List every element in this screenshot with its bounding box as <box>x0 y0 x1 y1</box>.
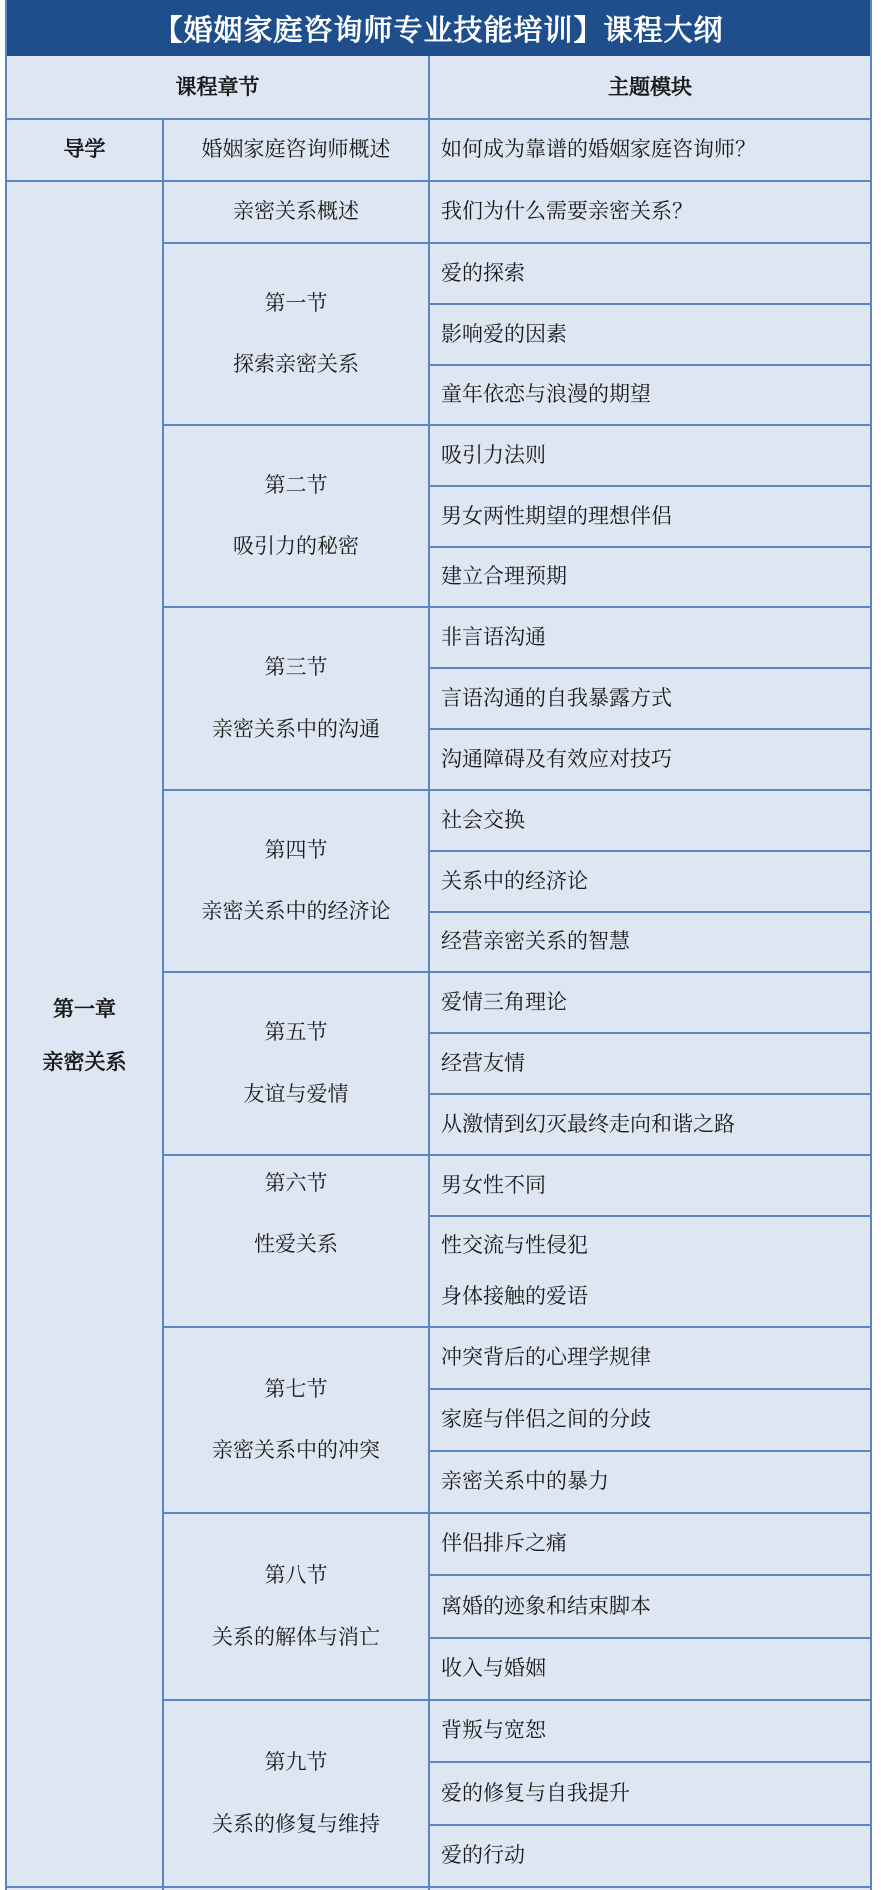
topic-5-2: 经营友情 <box>441 1050 525 1075</box>
section-4-number: 第四节 <box>264 837 328 862</box>
grid-line <box>164 1699 872 1701</box>
section-9-name: 关系的修复与维持 <box>212 1811 380 1836</box>
course-outline-table <box>5 0 872 1890</box>
section-8-name: 关系的解体与消亡 <box>212 1624 380 1649</box>
grid-line <box>164 1326 872 1328</box>
section-3-number: 第三节 <box>264 655 328 680</box>
section-7-number: 第七节 <box>264 1376 328 1401</box>
section-5-name: 友谊与爱情 <box>243 1081 349 1106</box>
topic-7-3: 亲密关系中的暴力 <box>441 1469 609 1494</box>
topic-6-2: 性交流与性侵犯 <box>441 1233 588 1258</box>
section-7 <box>164 1328 428 1512</box>
topic-7-1: 冲突背后的心理学规律 <box>441 1345 651 1370</box>
overview-section <box>164 182 428 242</box>
intro-section-text: 婚姻家庭咨询师概述 <box>201 137 391 162</box>
chapter-number: 第一章 <box>53 996 116 1021</box>
topic-2-2: 男女两性期望的理想伴侣 <box>441 503 672 528</box>
grid-line <box>430 1574 872 1576</box>
topic-2-3: 建立合理预期 <box>441 564 567 589</box>
topic-2-1: 吸引力法则 <box>441 442 546 467</box>
grid-line <box>430 364 872 366</box>
grid-line <box>164 242 872 244</box>
chapter-column-header: 课程章节 <box>175 75 260 100</box>
grid-line <box>430 1215 872 1217</box>
intro-topic-text: 如何成为靠谱的婚姻家庭咨询师？ <box>441 137 756 162</box>
section-5-number: 第五节 <box>264 1020 328 1045</box>
grid-line <box>430 1450 872 1452</box>
section-8-number: 第八节 <box>264 1563 328 1588</box>
topic-7-2: 家庭与伴侣之间的分歧 <box>441 1407 651 1432</box>
section-8 <box>164 1514 428 1699</box>
section-2-name: 吸引力的秘密 <box>233 534 359 558</box>
section-6-name: 性爱关系 <box>254 1232 338 1257</box>
section-9-number: 第九节 <box>264 1750 328 1775</box>
grid-line <box>164 789 872 791</box>
intro-section <box>164 120 428 180</box>
section-1-number: 第一节 <box>264 290 328 315</box>
section-4-name: 亲密关系中的经济论 <box>201 899 391 923</box>
topic-4-2: 关系中的经济论 <box>441 868 588 893</box>
grid-line <box>7 118 870 120</box>
overview-section-text: 亲密关系概述 <box>233 199 359 224</box>
module-column-header: 主题模块 <box>608 75 692 100</box>
grid-line <box>430 303 872 305</box>
grid-line <box>430 546 872 548</box>
grid-line <box>430 911 872 913</box>
section-1-name: 探索亲密关系 <box>233 352 359 376</box>
topic-1-2: 影响爱的因素 <box>441 321 567 346</box>
grid-line <box>164 971 872 973</box>
grid-line <box>428 56 430 1890</box>
chapter-name: 亲密关系 <box>42 1050 127 1074</box>
section-2-number: 第二节 <box>264 472 328 497</box>
grid-line <box>164 1154 872 1156</box>
topic-3-3: 沟通障碍及有效应对技巧 <box>441 746 672 771</box>
section-9 <box>164 1701 428 1886</box>
topic-3-1: 非言语沟通 <box>441 624 546 649</box>
grid-line <box>430 728 872 730</box>
section-2 <box>164 426 428 606</box>
grid-line <box>164 606 872 608</box>
topic-4-1: 社会交换 <box>441 807 525 832</box>
section-6-number: 第六节 <box>264 1171 328 1195</box>
section-3 <box>164 608 428 789</box>
topic-9-3: 爱的行动 <box>441 1843 525 1868</box>
topic-8-2: 离婚的迹象和结束脚本 <box>441 1593 651 1618</box>
intro-topic <box>430 120 870 180</box>
section-6 <box>164 1156 428 1326</box>
section-3-name: 亲密关系中的沟通 <box>212 716 380 741</box>
section-5 <box>164 973 428 1154</box>
grid-line <box>430 1637 872 1639</box>
topic-6-3: 身体接触的爱语 <box>441 1284 588 1309</box>
grid-line <box>164 1512 872 1514</box>
intro-label-text: 导学 <box>63 137 106 162</box>
section-7-name: 亲密关系中的冲突 <box>212 1438 380 1462</box>
topic-1-1: 爱的探索 <box>441 260 525 285</box>
topic-4-3: 经营亲密关系的智慧 <box>441 929 630 954</box>
topic-5-1: 爱情三角理论 <box>441 989 567 1014</box>
grid-line <box>430 1093 872 1095</box>
overview-topic <box>430 182 870 242</box>
overview-topic-text: 我们为什么需要亲密关系？ <box>441 199 693 224</box>
topic-5-3: 从激情到幻灭最终走向和谐之路 <box>441 1111 735 1136</box>
grid-line <box>430 1032 872 1034</box>
topic-9-1: 背叛与宽恕 <box>441 1718 546 1743</box>
grid-line <box>430 1824 872 1826</box>
grid-line <box>430 1761 872 1763</box>
topic-6-1: 男女性不同 <box>441 1172 546 1197</box>
grid-line <box>162 118 164 1890</box>
topic-8-1: 伴侣排斥之痛 <box>441 1531 567 1556</box>
section-4 <box>164 791 428 971</box>
topic-1-3: 童年依恋与浪漫的期望 <box>441 382 651 407</box>
grid-line <box>430 1388 872 1390</box>
grid-line <box>430 485 872 487</box>
section-1 <box>164 244 428 424</box>
grid-line <box>164 424 872 426</box>
grid-line <box>7 1886 870 1888</box>
page-title: 【婚姻家庭咨询师专业技能培训】课程大纲 <box>7 0 870 56</box>
topic-3-2: 言语沟通的自我暴露方式 <box>441 685 672 710</box>
chapter-label <box>7 182 162 1890</box>
grid-line <box>430 850 872 852</box>
grid-line <box>430 667 872 669</box>
topic-9-2: 爱的修复与自我提升 <box>441 1780 630 1805</box>
grid-line <box>7 180 870 182</box>
topic-8-3: 收入与婚姻 <box>441 1656 546 1681</box>
intro-label <box>7 120 162 180</box>
